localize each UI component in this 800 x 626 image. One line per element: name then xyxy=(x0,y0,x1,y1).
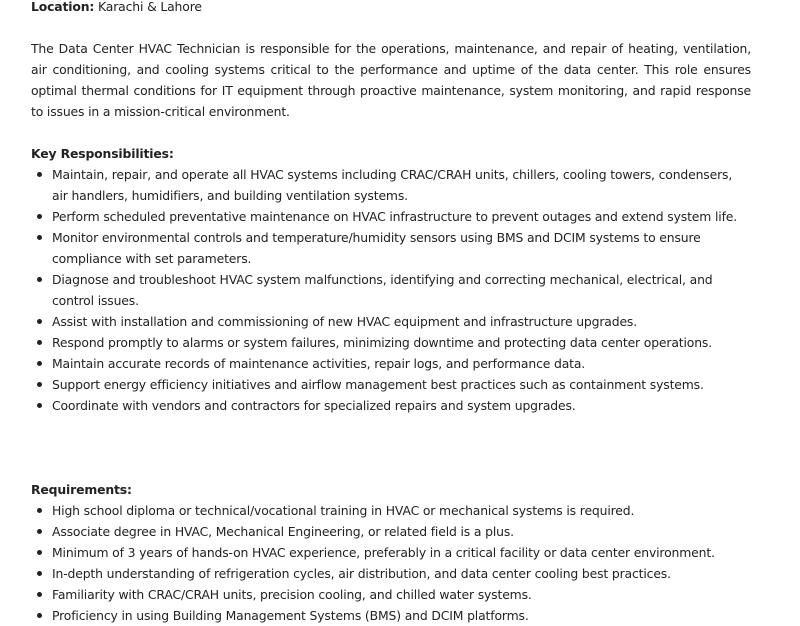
list-item: Respond promptly to alarms or system failures, minimizing downtime and protecting data center operations. xyxy=(31,332,751,353)
list-item: Support energy efficiency initiatives and airflow management best practices such as containment systems. xyxy=(31,374,751,395)
list-item: Perform scheduled preventative maintenance on HVAC infrastructure to prevent outages and extend system life. xyxy=(31,206,751,227)
list-item: Minimum of 3 years of hands-on HVAC experience, preferably in a critical facility or data center environment. xyxy=(31,542,751,563)
list-item: Associate degree in HVAC, Mechanical Engineering, or related field is a plus. xyxy=(31,521,751,542)
responsibilities-heading: Key Responsibilities: xyxy=(31,146,174,161)
list-item: Proficiency in using Building Management Systems (BMS) and DCIM platforms. xyxy=(31,605,751,626)
list-item: Familiarity with CRAC/CRAH units, precision cooling, and chilled water systems. xyxy=(31,584,751,605)
requirements-heading: Requirements: xyxy=(31,482,132,497)
list-item: Monitor environmental controls and temperature/humidity sensors using BMS and DCIM systems to ensure compliance with set parameters. xyxy=(31,227,751,269)
location-line xyxy=(31,0,751,17)
requirements-list xyxy=(31,500,751,626)
list-item: Coordinate with vendors and contractors for specialized repairs and system upgrades. xyxy=(31,395,751,416)
list-item: High school diploma or technical/vocational training in HVAC or mechanical systems is required. xyxy=(31,500,751,521)
responsibilities-list xyxy=(31,164,751,416)
document-content xyxy=(31,0,751,626)
location-label: Location: xyxy=(31,0,95,14)
list-item: Assist with installation and commissioning of new HVAC equipment and infrastructure upgrades. xyxy=(31,311,751,332)
list-item: Diagnose and troubleshoot HVAC system malfunctions, identifying and correcting mechanical, electrical, and control issues. xyxy=(31,269,751,311)
intro-paragraph: The Data Center HVAC Technician is responsible for the operations, maintenance, and repair of heating, ventilation, air conditioning, and cooling systems critical to the performance and uptime of the data center. This role ensures optimal thermal conditions for IT equipment through proactive maintenance, system monitoring, and rapid response to issues in a mission-critical environment. xyxy=(31,41,751,119)
list-item: Maintain, repair, and operate all HVAC systems including CRAC/CRAH units, chillers, cooling towers, condensers, air handlers, humidifiers, and building ventilation systems. xyxy=(31,164,751,206)
list-item: In-depth understanding of refrigeration cycles, air distribution, and data center cooling best practices. xyxy=(31,563,751,584)
location-value: Karachi & Lahore xyxy=(98,0,202,14)
list-item: Maintain accurate records of maintenance activities, repair logs, and performance data. xyxy=(31,353,751,374)
